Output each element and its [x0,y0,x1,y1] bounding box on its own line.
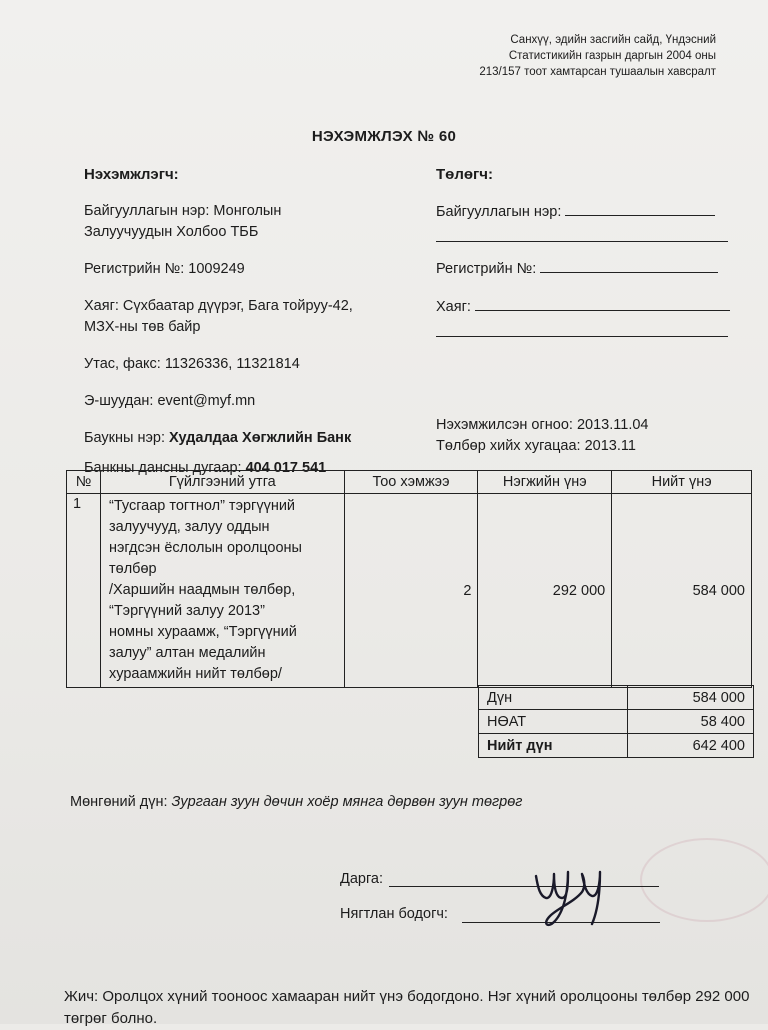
amount-words-value: Зургаан зуун дөчин хоёр мянга дөрвөн зуун төгрөг [171,794,523,810]
subtotal-label: Дүн [479,686,628,710]
totals-table [478,685,754,758]
issuer-heading: Нэхэмжлэгч: [84,166,179,183]
approval-line-1: Санхүү, эдийн засгийн сайд, Үндэсний [510,34,716,46]
vat-row [479,710,754,734]
issuer-bank [84,428,414,449]
bank-label: Баукны нэр: [84,430,169,446]
description-line: “Тэргүүний залуу 2013” [108,603,265,619]
header-unit-price: Нэгжийн үнэ [478,471,612,494]
payer-org-label: Байгууллагын нэр: [436,204,562,220]
header-no: № [67,471,101,494]
issuer-phone: Утас, факс: 11326336, 11321814 [84,356,300,372]
description-line: төлбөр [108,561,157,577]
subtotal-value: 584 000 [628,686,754,710]
table-row [67,494,752,688]
director-signature-line [389,885,659,887]
invoice-date: Нэхэмжилсэн огноо: 2013.11.04 [436,417,649,433]
description-line: залуучууд, залуу оддын [108,519,270,535]
approval-note [426,32,716,80]
bank-name: Худалдаа Хөгжлийн Банк [169,430,352,446]
payer-address-blank-2 [436,318,728,337]
accountant-label: Нягтлан бодогч: [340,906,448,922]
table-header-row [67,471,752,494]
grand-total-label: Нийт дүн [479,734,628,758]
account-label: Банкны дансны дугаар: [84,460,246,476]
issuer-org-line-1: Байгууллагын нэр: Монголын [84,203,282,219]
row-unit-price: 292 000 [478,494,612,688]
payer-section [436,164,736,457]
approval-line-2: Статистикийн газрын даргын 2004 оны [508,50,716,62]
payer-registration [436,258,736,280]
issuer-address-line-2: МЗХ-ны төв байр [84,319,201,335]
amount-words-label: Мөнгөний дүн: [70,794,172,810]
row-description [100,494,344,688]
description-line: хураамжийн нийт төлбөр/ [108,666,282,682]
row-total: 584 000 [612,494,752,688]
payer-registration-label: Регистрийн №: [436,261,537,277]
stamp-mark [640,838,768,922]
invoice-title: НЭХЭМЖЛЭХ № 60 [311,128,457,145]
payer-org-blank-2 [436,223,728,242]
vat-label: НӨАТ [479,710,628,734]
description-line: номны хураамж, “Тэргүүний [108,624,297,640]
description-line: “Тусгаар тогтнол” тэргүүний [108,498,296,514]
row-quantity: 2 [344,494,478,688]
row-no: 1 [67,494,101,688]
amount-in-words [70,794,522,810]
payer-org-blank [565,201,715,216]
payer-org [436,201,736,223]
description-line: /Харшийн наадмын төлбөр, [108,582,296,598]
payer-address-label: Хаяг: [436,299,471,315]
description-line: нэгдсэн ёслолын оролцооны [108,540,302,556]
footnote: Жич: Оролцох хүний тооноос хамааран нийт үнэ бодогдоно. Нэг хүний оролцооны төлбөр 292 000 төгрөг болно. [64,988,750,1027]
account-number: 404 017 541 [245,460,327,476]
subtotal-row [479,686,754,710]
handwritten-signature [528,862,608,932]
vat-value: 58 400 [628,710,754,734]
approval-line-3: 213/157 тоот хамтарсан тушаалын хавсралт [479,66,716,78]
invoice-items-table [66,470,752,688]
issuer-email: Э-шуудан: event@myf.mn [84,393,256,409]
issuer-address-line-1: Хаяг: Сүхбаатар дүүрэг, Бага тойруу-42, [84,298,353,314]
grand-total-value: 642 400 [628,734,754,758]
grand-total-row [479,734,754,758]
header-quantity: Тоо хэмжээ [344,471,478,494]
director-label: Дарга: [340,871,384,887]
payer-address-blank [475,296,730,311]
due-date: Төлбөр хийх хугацаа: 2013.11 [436,438,636,454]
header-description: Гүйлгээний утга [100,471,344,494]
payer-heading: Төлөгч: [436,166,493,183]
issuer-registration: Регистрийн №: 1009249 [84,261,245,277]
issuer-org-line-2: Залуучуудын Холбоо ТББ [84,224,259,240]
issuer-section [84,164,414,479]
payer-address [436,296,736,318]
payer-registration-blank [540,258,718,273]
description-line: залуу” алтан медалийн [108,645,266,661]
header-total: Нийт үнэ [612,471,752,494]
